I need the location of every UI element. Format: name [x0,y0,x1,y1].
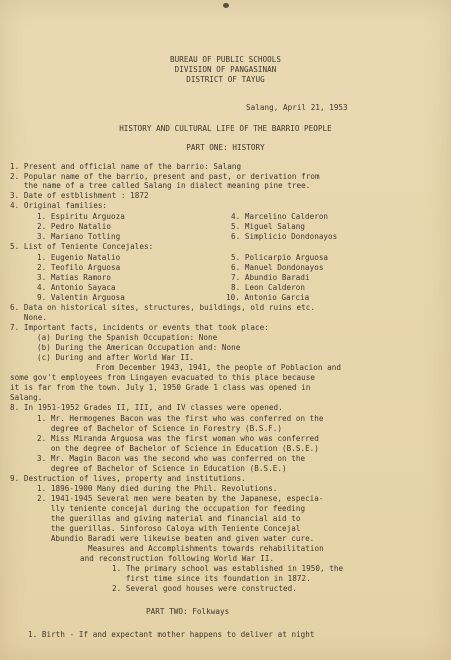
folkways-item-1: 1. Birth - If and expectant mother happens to deliver at night [28,630,315,639]
education-2: 2. Miss Miranda Arguosa was the first woman who was conferred [37,434,319,443]
document-title: HISTORY AND CULTURAL LIFE OF THE BARRIO PEOPLE [119,124,332,133]
education-3-cont: degree of Bachelor of Science in Education (B.S.E.) [37,464,287,473]
item-7a: (a) During the Spanish Occupation: None [37,333,218,342]
family-5: 5. Miguel Salang [231,222,305,231]
measures-heading: Measures and Accomplishments towards rehabilitation [88,544,324,553]
item-6-cont: None. [10,313,47,322]
paragraph-line-2: some gov't employees from Lingayen evacuated to this place because [10,373,316,382]
item-7b: (b) During the American Occupation and: None [37,343,241,352]
rehab-2: 2. Several good houses were constructed. [112,584,297,593]
header-line-1: BUREAU OF PUBLIC SCHOOLS [170,55,281,64]
teniente-1: 1. Eugenio Natalio [37,253,121,262]
rehab-1-cont: first time since its foundation in 1872. [112,574,311,583]
paragraph-line-4: Salang. [10,393,43,402]
item-2: 2. Popular name of the barrio, present and past, or derivation from [10,172,320,181]
family-1: 1. Espiritu Arguoza [37,212,125,221]
item-6: 6. Data on historical sites, structures, buildings, old ruins etc. [10,303,316,312]
paragraph-line-1: From December 1943, 1941, the people of Poblacion and [96,363,341,372]
teniente-5: 5. Policarpio Arguosa [231,253,329,262]
teniente-6: 6. Manuel Dondonayos [231,263,324,272]
teniente-10: 10. Antonio Garcia [226,293,310,302]
item-4: 4. Original families: [10,201,108,210]
family-4: 4. Marcelino Calderon [231,212,329,221]
item-8: 8. In 1951-1952 Grades II, III, and IV classes were opened. [10,403,283,412]
part-two-heading: PART TWO: Folkways [146,607,230,616]
item-2-cont: the name of a tree called Salang in dialect meaning pine tree. [10,181,311,190]
teniente-4: 4. Antonio Sayaca [37,283,116,292]
teniente-9: 9. Valentin Arguosa [37,293,125,302]
teniente-8: 8. Leon Calderon [231,283,305,292]
education-1: 1. Mr. Hermogenes Bacon was the first who was conferred on the [37,414,324,423]
item-3: 3. Date of estblishment : 1872 [10,191,149,200]
item-1: 1. Present and official name of the barrio: Salang [10,162,242,171]
dateline: Salang, April 21, 1953 [246,103,348,112]
binder-hole [223,3,229,8]
paragraph-line-3: it is far from the town. July 1, 1950 Grade 1 class was opened in [10,383,311,392]
family-3: 3. Mariano Totling [37,232,121,241]
header-line-3: DISTRICT OF TAYUG [186,75,265,84]
scan-footer-mark [6,652,7,656]
measures-heading-cont: and reconstruction following World War II. [80,554,275,563]
item-5: 5. List of Teniente Concejales: [10,242,154,251]
family-2: 2. Pedro Natalio [37,222,111,231]
destruction-2-cont-2: the guerillas and giving material and financial aid to [37,514,301,523]
family-6: 6. Simplicio Dondonayos [231,232,338,241]
rehab-1: 1. The primary school was established in 1950, the [112,564,344,573]
education-1-cont: degree of Bachelor of Science in Forestry (B.S.F.) [37,424,282,433]
item-9: 9. Destruction of lives, property and institutions. [10,474,246,483]
teniente-2: 2. Teofilo Arguosa [37,263,121,272]
item-7: 7. Important facts, incidents or events that took place: [10,323,269,332]
destruction-2-cont-4: Abundio Baradi were likewise beaten and given water cure. [37,534,315,543]
header-line-2: DIVISION OF PANGASINAN [174,65,277,74]
destruction-2-cont-1: lly teniente concejal during the occupation for feeding [37,504,306,513]
teniente-3: 3. Matias Ramoro [37,273,111,282]
destruction-2: 2. 1941-1945 Several men were beaten by the Japanese, especia- [37,494,324,503]
destruction-1: 1. 1896-1900 Many died during the Phil. Revolutions. [37,484,278,493]
teniente-7: 7. Abundio Baradi [231,273,310,282]
item-7c: (c) During and after World War II. [37,353,195,362]
part-one-heading: PART ONE: HISTORY [186,143,265,152]
education-3: 3. Mr. Magin Bacon was the second who was conferred on the [37,454,306,463]
destruction-2-cont-3: the guerillas. Sinforoso Caloya with Teniente Concejal [37,524,301,533]
education-2-cont: on the degree of Bachelor of Science in Education (B.S.E.) [37,444,319,453]
